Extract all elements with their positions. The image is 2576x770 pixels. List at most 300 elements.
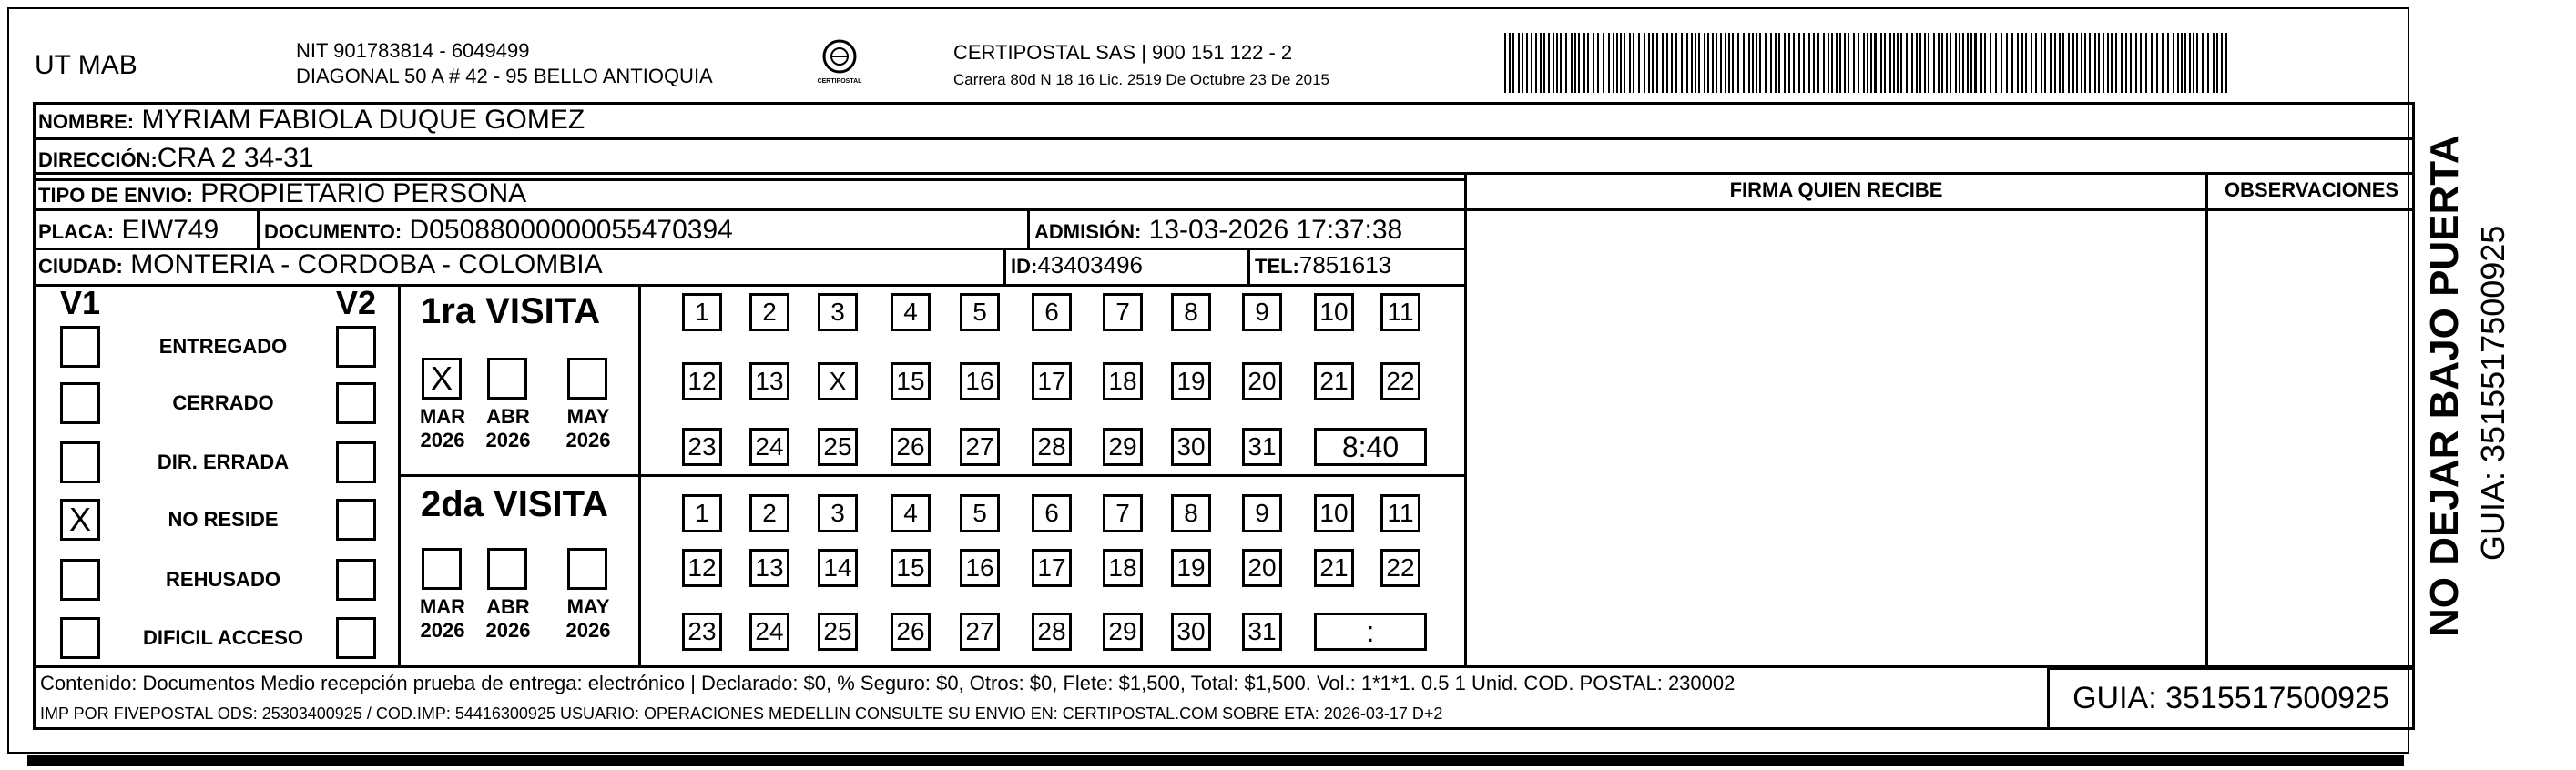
barcode-bar — [2111, 33, 2113, 93]
status-label: CERRADO — [172, 391, 274, 414]
first-visit-day-box[interactable]: 22 — [1380, 362, 1420, 400]
barcode-bar — [2094, 33, 2096, 93]
first-visit-day-box[interactable]: 24 — [749, 428, 789, 466]
second-visit-day-box[interactable]: 27 — [960, 613, 1000, 651]
barcode-bar — [2021, 33, 2023, 93]
barcode-bar — [1720, 33, 1722, 93]
ciudad-value: MONTERIA - CORDOBA - COLOMBIA — [130, 249, 603, 279]
bottom-edge — [27, 755, 2404, 766]
barcode-bar — [1990, 33, 1991, 93]
documento-value: D05088000000055470394 — [409, 215, 733, 245]
barcode-bar — [1995, 33, 1997, 93]
barcode-bar — [1652, 33, 1654, 93]
barcode-bar — [1946, 33, 1948, 93]
first-visit-time-box[interactable]: 8:40 — [1314, 428, 1427, 466]
first-visit-day-box[interactable]: 3 — [818, 293, 858, 331]
v2-checkbox[interactable] — [336, 499, 376, 541]
barcode-bar — [1553, 33, 1554, 93]
observaciones-header: OBSERVACIONES — [2224, 178, 2399, 201]
first-visit-month-box[interactable] — [487, 358, 527, 400]
barcode-bar — [2189, 33, 2191, 93]
barcode-bar — [2025, 33, 2027, 93]
barcode-bar — [1748, 33, 1750, 93]
barcode-bar — [1666, 33, 1668, 93]
barcode-bar — [2121, 33, 2123, 93]
second-visit-day-box[interactable]: 23 — [682, 613, 722, 651]
barcode-bar — [1924, 33, 1926, 93]
barcode-bar — [1916, 33, 1918, 93]
barcode-bar — [1743, 33, 1745, 93]
second-visit-month-box[interactable] — [567, 548, 607, 590]
barcode-bar — [2135, 33, 2137, 93]
second-visit-day-box[interactable]: 29 — [1103, 613, 1143, 651]
barcode-bar — [1788, 33, 1790, 93]
second-visit-day-box[interactable]: 25 — [818, 613, 858, 651]
barcode-bar — [2184, 33, 2186, 93]
second-visit-day-box[interactable]: 13 — [749, 549, 789, 587]
second-visit-day-box[interactable]: 16 — [960, 549, 1000, 587]
barcode-bar — [1784, 33, 1786, 93]
first-visit-month-label: ABR — [486, 405, 530, 428]
second-visit-day-box[interactable]: 14 — [818, 549, 858, 587]
first-visit-day-box[interactable]: 15 — [891, 362, 931, 400]
first-visit-day-box[interactable]: 12 — [682, 362, 722, 400]
barcode-bar — [1770, 33, 1772, 93]
barcode-bar — [2076, 33, 2078, 93]
first-visit-day-box[interactable]: 13 — [749, 362, 789, 400]
barcode-bar — [1756, 33, 1757, 93]
barcode-bar — [1938, 33, 1940, 93]
barcode-bar — [1671, 33, 1673, 93]
second-visit-day-box[interactable]: 10 — [1314, 494, 1354, 532]
barcode-bar — [1778, 33, 1780, 93]
barcode-bar — [2072, 33, 2074, 93]
barcode-bar — [1980, 33, 1982, 93]
first-visit-day-box[interactable]: 5 — [960, 293, 1000, 331]
barcode-bar — [2062, 33, 2064, 93]
barcode-bar — [2193, 33, 2194, 93]
v2-checkbox[interactable] — [336, 559, 376, 601]
first-visit-day-box[interactable]: 16 — [960, 362, 1000, 400]
first-visit-year-label: 2026 — [485, 429, 531, 451]
barcode-bar — [1808, 33, 1810, 93]
status-label: DIR. ERRADA — [157, 451, 290, 473]
direccion-field: DIRECCIÓN:CRA 2 34-31 — [38, 143, 314, 173]
second-visit-day-box[interactable]: 17 — [1032, 549, 1072, 587]
barcode-bar — [1867, 33, 1868, 93]
barcode-bar — [1858, 33, 1859, 93]
firma-header: FIRMA QUIEN RECIBE — [1729, 178, 1943, 201]
first-visit-day-box[interactable]: 1 — [682, 293, 722, 331]
second-visit-day-box[interactable]: 30 — [1171, 613, 1211, 651]
v2-header: V2 — [336, 284, 377, 321]
divider — [1003, 248, 1006, 284]
second-visit-day-box[interactable]: 31 — [1242, 613, 1282, 651]
first-visit-day-box[interactable]: 20 — [1242, 362, 1282, 400]
second-visit-month-label: MAR — [419, 595, 466, 618]
no-dejar-bajo-puerta: NO DEJAR BAJO PUERTA — [2422, 135, 2467, 637]
first-visit-day-box[interactable]: 2 — [749, 293, 789, 331]
barcode-bar — [1928, 33, 1929, 93]
footer-contenido: Contenido: Documentos Medio recepción prueba de entrega: electrónico | Declarado: $0, % Seguro: $0, Otros: $0, Flete: $1,500, Total: $1,500. Vol.: 1*1*1. 0.5 1 Unid. COD. POSTAL: 230002 — [40, 672, 1736, 694]
barcode-bar — [2216, 33, 2218, 93]
address: DIAGONAL 50 A # 42 - 95 BELLO ANTIOQUIA — [296, 65, 713, 87]
barcode-bar — [1712, 33, 1714, 93]
status-label: NO RESIDE — [168, 508, 279, 531]
barcode-bar — [1535, 33, 1537, 93]
barcode-bar — [2156, 33, 2158, 93]
certipostal-logo — [813, 36, 866, 91]
second-visit-day-box[interactable]: 7 — [1103, 494, 1143, 532]
barcode-bar — [1874, 33, 1877, 93]
second-visit-day-box[interactable]: 9 — [1242, 494, 1282, 532]
id-value: 43403496 — [1037, 251, 1144, 279]
barcode-bar — [1629, 33, 1631, 93]
barcode-bar — [1893, 33, 1895, 93]
barcode-bar — [1836, 33, 1838, 93]
barcode-bar — [1959, 33, 1960, 93]
second-visit-year-label: 2026 — [565, 619, 611, 642]
admision-field: ADMISIÓN: 13-03-2026 17:37:38 — [1034, 215, 1403, 245]
barcode-bar — [2167, 33, 2169, 93]
first-visit-day-box[interactable]: 30 — [1171, 428, 1211, 466]
first-visit-day-box[interactable]: 19 — [1171, 362, 1211, 400]
barcode-bar — [1839, 33, 1841, 93]
barcode-bar — [1695, 33, 1696, 93]
tel-field: TEL:7851613 — [1255, 251, 1392, 279]
barcode-bar — [1656, 33, 1658, 93]
barcode-bar — [1970, 33, 1972, 93]
barcode-bar — [2059, 33, 2061, 93]
barcode-bar — [1522, 33, 1523, 93]
tipo-field: TIPO DE ENVIO: PROPIETARIO PERSONA — [38, 178, 527, 208]
barcode-bar — [1571, 33, 1573, 93]
company-name: UT MAB — [35, 50, 137, 80]
second-visit-month-box[interactable] — [487, 548, 527, 590]
second-visit-day-box[interactable]: 2 — [749, 494, 789, 532]
barcode-bar — [1900, 33, 1902, 93]
barcode-bar — [2130, 33, 2132, 93]
barcode-bar — [2098, 33, 2100, 93]
barcode-bar — [1759, 33, 1761, 93]
first-visit-day-box[interactable]: 6 — [1032, 293, 1072, 331]
barcode-bar — [2081, 33, 2082, 93]
barcode-bar — [1583, 33, 1585, 93]
v1-checkbox[interactable] — [60, 441, 100, 483]
v1-checkbox[interactable] — [60, 559, 100, 601]
second-visit-day-box[interactable]: 6 — [1032, 494, 1072, 532]
second-visit-day-box[interactable]: 15 — [891, 549, 931, 587]
second-visit-year-label: 2026 — [485, 619, 531, 642]
barcode-bar — [1531, 33, 1532, 93]
second-visit-time-box[interactable]: : — [1314, 613, 1427, 651]
barcode-bar — [1884, 33, 1886, 93]
barcode-bar — [2031, 33, 2032, 93]
barcode-bar — [2011, 33, 2013, 93]
barcode-bar — [1725, 33, 1726, 93]
v1-checkbox[interactable]: X — [60, 499, 100, 541]
barcode-bar — [1638, 33, 1640, 93]
second-visit-day-box[interactable]: 4 — [891, 494, 931, 532]
first-visit-day-box[interactable]: 8 — [1171, 293, 1211, 331]
certipostal-info: CERTIPOSTAL SAS | 900 151 122 - 2 — [953, 41, 1293, 64]
first-visit-day-box[interactable]: X — [818, 362, 858, 400]
barcode-bar — [1608, 33, 1610, 93]
barcode-bar — [2054, 33, 2056, 93]
nombre-value: MYRIAM FABIOLA DUQUE GOMEZ — [141, 105, 585, 135]
barcode-bar — [1817, 33, 1819, 93]
barcode-bar — [2196, 33, 2198, 93]
barcode-bar — [1897, 33, 1899, 93]
barcode-bar — [1540, 33, 1542, 93]
barcode-bar — [1732, 33, 1734, 93]
barcode-bar — [1512, 33, 1514, 93]
barcode-bar — [1889, 33, 1891, 93]
barcode-bar — [1648, 33, 1650, 93]
barcode-bar — [2202, 33, 2204, 93]
barcode-bar — [2151, 33, 2153, 93]
barcode-bar — [1728, 33, 1730, 93]
barcode-bar — [2006, 33, 2008, 93]
barcode-bar — [1870, 33, 1872, 93]
barcode-bar — [1578, 33, 1580, 93]
barcode-bar — [2084, 33, 2086, 93]
barcode-bar — [1698, 33, 1700, 93]
first-visit-day-box[interactable]: 17 — [1032, 362, 1072, 400]
first-visit-day-box[interactable]: 27 — [960, 428, 1000, 466]
divider — [257, 208, 260, 249]
barcode-bar — [1737, 33, 1739, 93]
logo-text: CERTIPOSTAL — [817, 78, 862, 85]
barcode-bar — [1691, 33, 1693, 93]
first-visit-month-label: MAR — [419, 405, 466, 428]
barcode-bar — [1919, 33, 1921, 93]
barcode-bar — [1518, 33, 1520, 93]
barcode-bar — [1613, 33, 1614, 93]
barcode-bar — [1543, 33, 1545, 93]
barcode-bar — [1863, 33, 1865, 93]
first-visit-day-box[interactable]: 7 — [1103, 293, 1143, 331]
barcode-bar — [1620, 33, 1622, 93]
barcode-bar — [1765, 33, 1767, 93]
barcode-bar — [2145, 33, 2147, 93]
v1-checkbox[interactable] — [60, 382, 100, 424]
id-field: ID:43403496 — [1011, 251, 1144, 279]
barcode-bar — [1560, 33, 1562, 93]
barcode-bar — [1565, 33, 1567, 93]
tel-value: 7851613 — [1298, 251, 1392, 279]
barcode-bar — [1603, 33, 1604, 93]
admision-value: 13-03-2026 17:37:38 — [1148, 215, 1403, 245]
barcode-bar — [1955, 33, 1957, 93]
barcode-bar — [1716, 33, 1717, 93]
firma-divider — [1464, 172, 1467, 668]
second-visit-day-box[interactable]: 8 — [1171, 494, 1211, 532]
second-visit-day-box[interactable]: 3 — [818, 494, 858, 532]
obs-divider — [2205, 172, 2208, 668]
barcode-bar — [1504, 33, 1506, 93]
barcode-bar — [1574, 33, 1576, 93]
second-visit-title: 2da VISITA — [421, 484, 608, 524]
footer-imp: IMP POR FIVEPOSTAL ODS: 25303400925 / COD.IMP: 54416300925 USUARIO: OPERACIONES MEDELLIN CONSULTE SU ENVIO EN: CERTIPOSTAL.COM SOBRE ETA: 2026-03-17 D+2 — [40, 704, 1443, 723]
documento-field: DOCUMENTO: D05088000000055470394 — [264, 215, 733, 245]
first-visit-day-box[interactable]: 18 — [1103, 362, 1143, 400]
second-visit-day-box[interactable]: 19 — [1171, 549, 1211, 587]
second-visit-year-label: 2026 — [420, 619, 465, 642]
barcode-bar — [1624, 33, 1625, 93]
barcode-bar — [2181, 33, 2183, 93]
second-visit-day-box[interactable]: 24 — [749, 613, 789, 651]
v1-header: V1 — [60, 284, 101, 321]
v1-checkbox[interactable] — [60, 617, 100, 659]
barcode-bar — [2162, 33, 2164, 93]
nit: NIT 901783814 - 6049499 — [296, 39, 530, 62]
v1-checkbox[interactable] — [60, 326, 100, 368]
barcode-bar — [1950, 33, 1951, 93]
barcode-bar — [1548, 33, 1550, 93]
row-line — [33, 172, 2415, 175]
status-label: DIFICIL ACCESO — [142, 626, 303, 649]
barcode-bar — [2177, 33, 2179, 93]
second-visit-day-box[interactable]: 12 — [682, 549, 722, 587]
v2-checkbox[interactable] — [336, 617, 376, 659]
direccion-value: CRA 2 34-31 — [157, 143, 314, 173]
barcode-bar — [1813, 33, 1815, 93]
barcode-bar — [2089, 33, 2091, 93]
first-visit-day-box[interactable]: 29 — [1103, 428, 1143, 466]
placa-value: EIW749 — [121, 215, 219, 245]
first-visit-month-box[interactable] — [567, 358, 607, 400]
first-visit-day-box[interactable]: 9 — [1242, 293, 1282, 331]
barcode-bar — [1644, 33, 1645, 93]
guia-footer: GUIA: 3515517500925 — [2072, 681, 2389, 715]
second-visit-day-box[interactable]: 11 — [1380, 494, 1420, 532]
nombre-field: NOMBRE: MYRIAM FABIOLA DUQUE GOMEZ — [38, 105, 585, 135]
barcode-bar — [1526, 33, 1528, 93]
barcode-bar — [1662, 33, 1664, 93]
barcode-bar — [2103, 33, 2104, 93]
second-visit-day-box[interactable]: 18 — [1103, 549, 1143, 587]
first-visit-day-box[interactable]: 11 — [1380, 293, 1420, 331]
barcode-bar — [1633, 33, 1634, 93]
barcode-bar — [2115, 33, 2117, 93]
barcode-bar — [2173, 33, 2174, 93]
barcode-bar — [2140, 33, 2142, 93]
second-visit-day-box[interactable]: 28 — [1032, 613, 1072, 651]
barcode-bar — [1853, 33, 1855, 93]
barcode-bar — [1704, 33, 1705, 93]
barcode-bar — [1844, 33, 1846, 93]
first-visit-day-box[interactable]: 23 — [682, 428, 722, 466]
barcode-bar — [1593, 33, 1594, 93]
barcode-bar — [1967, 33, 1969, 93]
v2-checkbox[interactable] — [336, 441, 376, 483]
barcode-bar — [1803, 33, 1805, 93]
barcode-bar — [2017, 33, 2019, 93]
second-visit-day-box[interactable]: 1 — [682, 494, 722, 532]
barcode-bar — [2107, 33, 2109, 93]
first-visit-day-box[interactable]: 25 — [818, 428, 858, 466]
first-visit-month-box[interactable]: X — [422, 358, 462, 400]
second-visit-day-box[interactable]: 22 — [1380, 549, 1420, 587]
barcode-bar — [2035, 33, 2037, 93]
first-visit-title: 1ra VISITA — [421, 291, 601, 331]
barcode-bar — [1752, 33, 1754, 93]
barcode-bar — [1880, 33, 1882, 93]
barcode-bar — [1681, 33, 1683, 93]
barcode-bar — [1823, 33, 1825, 93]
barcode-bar — [1775, 33, 1777, 93]
status-label: ENTREGADO — [158, 335, 288, 358]
first-visit-day-box[interactable]: 31 — [1242, 428, 1282, 466]
barcode — [1504, 33, 2233, 93]
barcode-bar — [1793, 33, 1795, 93]
ciudad-field: CIUDAD: MONTERIA - CORDOBA - COLOMBIA — [38, 249, 603, 279]
barcode-bar — [1831, 33, 1833, 93]
barcode-bar — [1941, 33, 1943, 93]
barcode-bar — [2050, 33, 2052, 93]
divider — [1247, 248, 1250, 284]
barcode-bar — [2221, 33, 2223, 93]
barcode-bar — [1556, 33, 1558, 93]
barcode-bar — [1828, 33, 1829, 93]
barcode-bar — [1587, 33, 1589, 93]
row-line — [33, 284, 1467, 287]
side-guia: GUIA: 3515517500925 — [2474, 225, 2511, 561]
first-visit-year-label: 2026 — [565, 429, 611, 451]
barcode-bar — [2213, 33, 2215, 93]
second-visit-day-box[interactable]: 20 — [1242, 549, 1282, 587]
second-visit-day-box[interactable]: 26 — [891, 613, 931, 651]
barcode-bar — [2068, 33, 2070, 93]
divider — [1027, 208, 1030, 249]
barcode-bar — [2207, 33, 2209, 93]
first-visit-year-label: 2026 — [420, 429, 465, 451]
second-visit-month-label: MAY — [566, 595, 610, 618]
v2-checkbox[interactable] — [336, 326, 376, 368]
barcode-bar — [1974, 33, 1977, 93]
barcode-bar — [1911, 33, 1913, 93]
first-visit-day-box[interactable]: 26 — [891, 428, 931, 466]
barcode-bar — [2001, 33, 2002, 93]
barcode-bar — [1933, 33, 1935, 93]
first-visit-day-box[interactable]: 10 — [1314, 293, 1354, 331]
barcode-bar — [2041, 33, 2042, 93]
barcode-bar — [1798, 33, 1800, 93]
barcode-bar — [1962, 33, 1964, 93]
barcode-bar — [1616, 33, 1618, 93]
status-label: REHUSADO — [166, 568, 280, 591]
barcode-bar — [1675, 33, 1677, 93]
first-visit-day-box[interactable]: 28 — [1032, 428, 1072, 466]
barcode-bar — [1848, 33, 1849, 93]
first-visit-day-box[interactable]: 21 — [1314, 362, 1354, 400]
barcode-bar — [1906, 33, 1908, 93]
second-visit-day-box[interactable]: 5 — [960, 494, 1000, 532]
first-visit-month-label: MAY — [566, 405, 610, 428]
tipo-value: PROPIETARIO PERSONA — [200, 178, 527, 208]
first-visit-day-box[interactable]: 4 — [891, 293, 931, 331]
certipostal-license: Carrera 80d N 18 16 Lic. 2519 De Octubre 23 De 2015 — [953, 71, 1329, 88]
barcode-bar — [1597, 33, 1599, 93]
v2-checkbox[interactable] — [336, 382, 376, 424]
second-visit-month-box[interactable] — [422, 548, 462, 590]
barcode-bar — [1984, 33, 1986, 93]
second-visit-day-box[interactable]: 21 — [1314, 549, 1354, 587]
barcode-bar — [2125, 33, 2127, 93]
barcode-bar — [1509, 33, 1511, 93]
barcode-bar — [2225, 33, 2227, 93]
